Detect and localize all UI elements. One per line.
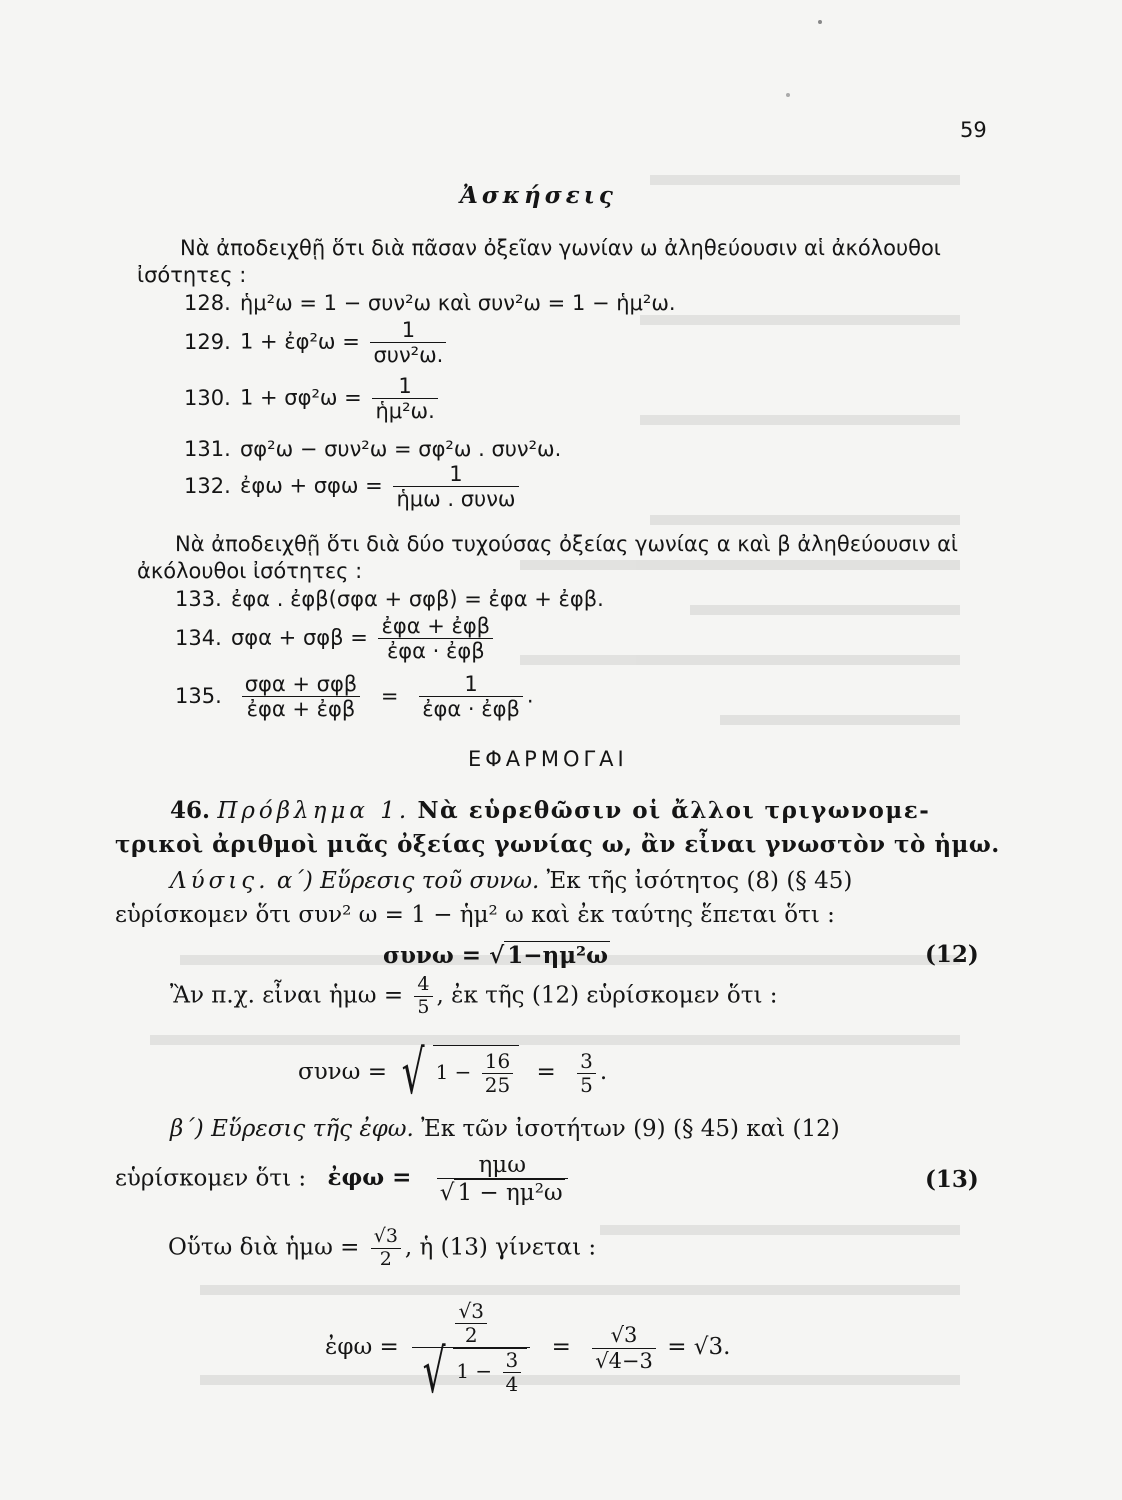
equation-12-tag: (12) xyxy=(925,941,979,968)
example-line: Ἂν π.χ. εἶναι ἡμω = $\frac{4}{5}$ , ἐκ τῆς (12) εὑρίσκομεν ὅτι : xyxy=(170,973,778,1018)
page-number: 59 xyxy=(960,118,987,142)
exercise-131: 131. σφ²ω − συν²ω = σφ²ω . συν²ω. xyxy=(184,437,562,461)
intro-text-1-cont: ἰσότητες : xyxy=(137,263,247,287)
solution-part-b: β΄) Εὕρεσις τῆς ἐφω. Ἐκ τῶν ἰσοτήτων (9) (§ 45) καὶ (12) xyxy=(170,1116,840,1142)
applications-heading: ΕΦΑΡΜΟΓΑΙ xyxy=(468,747,628,771)
problem-46-title: 46. Πρόβλημα 1. Νὰ εὑρεθῶσιν οἱ ἄλλοι τριγωνομε- xyxy=(170,797,931,824)
exercise-132: 132. ἐφω + σφω = $\frac{1}{\text{ἡμω . συνω}}$ xyxy=(184,462,523,511)
example-result: συνω = √ 1 − $\frac{16}{25}$ = $\frac{3}{5}$ . xyxy=(298,1038,608,1108)
thus-line: Οὕτω διὰ ἡμω = $\frac{√3}{2}$ , ἡ (13) γίνεται : xyxy=(168,1225,597,1270)
intro-text-2: Νὰ ἀποδειχθῇ ὅτι διὰ δύο τυχούσας ὀξείας γωνίας α καὶ β ἀληθεύουσιν αἱ xyxy=(175,532,959,556)
problem-46-title-cont: τρικοὶ ἀριθμοὶ μιᾶς ὀξείας γωνίας ω, ἂν εἶναι γνωστὸν τὸ ἡμω. xyxy=(115,831,1000,858)
intro-text-2-cont: ἀκόλουθοι ἰσότητες : xyxy=(137,559,363,583)
intro-text-1: Νὰ ἀποδειχθῇ ὅτι διὰ πᾶσαν ὀξεῖαν γωνίαν ω ἀληθεύουσιν αἱ ἀκόλουθοι xyxy=(180,236,941,260)
solution-line-1: Λύσις. α΄) Εὕρεσις τοῦ συνω. Ἐκ τῆς ἰσότητος (8) (§ 45) xyxy=(170,868,853,894)
exercise-135: 135. $\frac{\text{σφα + σφβ}}{\text{ἐφα + ἐφβ}}$ = $\frac{1}{\text{ἐφα · ἐφβ}}$ . xyxy=(175,672,534,722)
exercise-129: 129. 1 + ἐφ²ω = $\frac{1}{\text{συν²ω.}}$ xyxy=(184,318,450,367)
equation-13: εὑρίσκομεν ὅτι : ἐφω = $\frac{\text{ημω}}{\text{√ 1 − ημ²ω}}$ xyxy=(115,1152,572,1207)
exercises-heading: Ἀσκήσεις xyxy=(460,182,617,209)
equation-12: συνω = √ 1−ημ²ω xyxy=(383,942,609,969)
final-equation: ἐφω = $\frac{√3}{2}$ √ 1 − $\frac{3}{4}$ = $\frac{√3}{√4-3}$ = √3. xyxy=(325,1299,731,1407)
exercise-133: 133. ἐφα . ἐφβ(σφα + σφβ) = ἐφα + ἐφβ. xyxy=(175,587,604,611)
solution-line-2: εὑρίσκομεν ὅτι συν² ω = 1 − ἡμ² ω καὶ ἐκ ταύτης ἕπεται ὅτι : xyxy=(115,902,835,928)
exercise-128: 128. ἡμ²ω = 1 − συν²ω καὶ συν²ω = 1 − ἡμ²ω. xyxy=(184,291,676,315)
equation-13-tag: (13) xyxy=(925,1166,979,1193)
exercise-130: 130. 1 + σφ²ω = $\frac{1}{\text{ἡμ²ω.}}$ xyxy=(184,374,442,423)
exercise-134: 134. σφα + σφβ = $\frac{\text{ἐφα + ἐφβ}}{\text{ἐφα · ἐφβ}}$ xyxy=(175,614,497,663)
